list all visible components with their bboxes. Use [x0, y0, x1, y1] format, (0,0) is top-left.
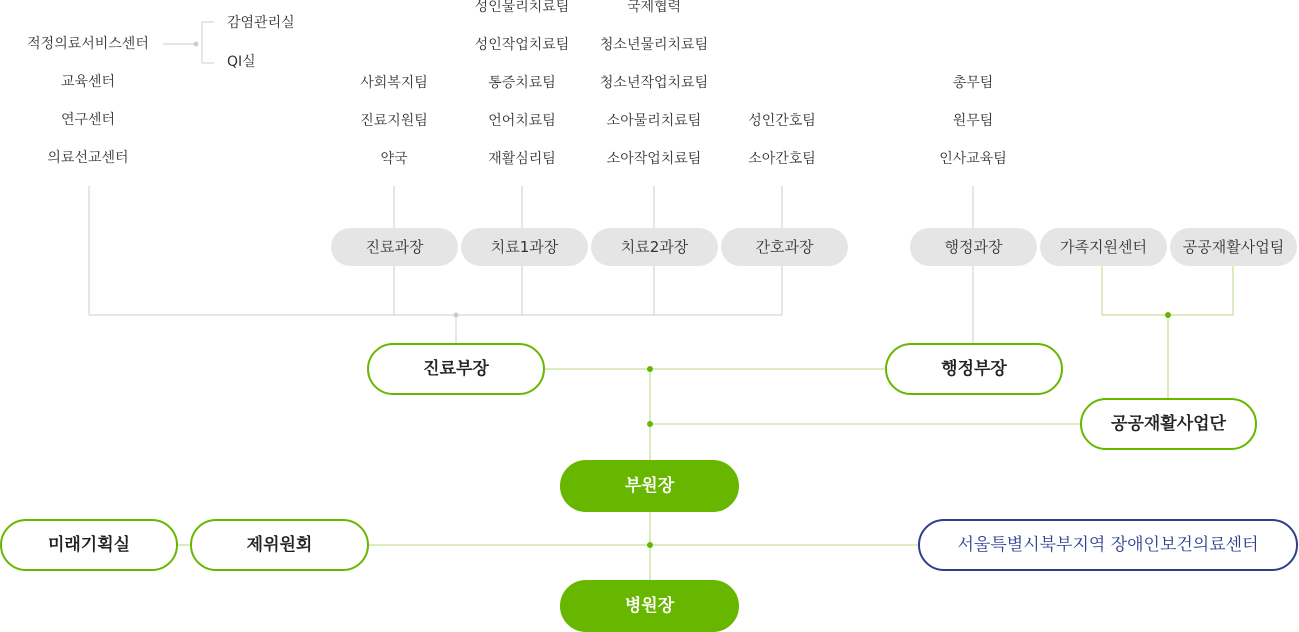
quality-service-center: 적정의료서비스센터: [27, 36, 149, 52]
medical-director-box: 진료부장: [367, 343, 545, 395]
research-center: 연구센터: [60, 112, 116, 128]
pediatric-nursing-team: 소아간호팀: [748, 151, 816, 167]
public-rehab-division-box: 공공재활사업단: [1080, 398, 1257, 450]
admin-director-box: 행정부장: [885, 343, 1063, 395]
junction-dot: [647, 421, 653, 427]
seoul-north-disability-health-center-box: 서울특별시북부지역 장애인보건의료센터: [918, 519, 1298, 571]
medical-support-team: 진료지원팀: [360, 113, 428, 129]
adult-pt-team: 성인물리치료팀: [474, 0, 570, 15]
rehab-psychology-team: 재활심리팀: [488, 151, 556, 167]
committees-box: 제위원회: [190, 519, 369, 571]
international-cooperation: 국제협력: [626, 0, 682, 15]
junction-dot: [647, 542, 653, 548]
therapy2-chief-pill: 치료2과장: [591, 228, 718, 266]
future-planning-office-box: 미래기획실: [0, 519, 178, 571]
vice-director-box: 부원장: [560, 460, 739, 512]
medical-chief-pill: 진료과장: [331, 228, 458, 266]
adult-nursing-team: 성인간호팀: [748, 113, 816, 129]
speech-therapy-team: 언어치료팀: [488, 113, 556, 129]
education-center: 교육센터: [60, 74, 116, 90]
therapy1-chief-pill: 치료1과장: [461, 228, 588, 266]
pharmacy: 약국: [380, 151, 408, 167]
admin-chief-pill: 행정과장: [910, 228, 1037, 266]
qi-office: QI실: [227, 54, 256, 70]
junction-dot: [1165, 312, 1171, 318]
pediatric-pt-team: 소아물리치료팀: [606, 113, 702, 129]
adult-ot-team: 성인작업치료팀: [474, 37, 570, 53]
junction-dot: [647, 366, 653, 372]
youth-ot-team: 청소년작업치료팀: [599, 75, 709, 91]
hr-education-team: 인사교육팀: [939, 151, 1007, 167]
social-welfare-team: 사회복지팀: [360, 75, 428, 91]
medical-mission-center: 의료선교센터: [47, 150, 129, 166]
hospital-director-box: 병원장: [560, 580, 739, 632]
public-rehab-team-pill: 공공재활사업팀: [1170, 228, 1297, 266]
pediatric-ot-team: 소아작업치료팀: [606, 151, 702, 167]
general-affairs-team: 총무팀: [952, 75, 994, 91]
pain-therapy-team: 통증치료팀: [488, 75, 556, 91]
youth-pt-team: 청소년물리치료팀: [599, 37, 709, 53]
infection-control-office: 감염관리실: [227, 15, 295, 31]
patient-affairs-team: 원무팀: [952, 113, 994, 129]
family-support-center-pill: 가족지원센터: [1040, 228, 1167, 266]
nursing-chief-pill: 간호과장: [721, 228, 848, 266]
